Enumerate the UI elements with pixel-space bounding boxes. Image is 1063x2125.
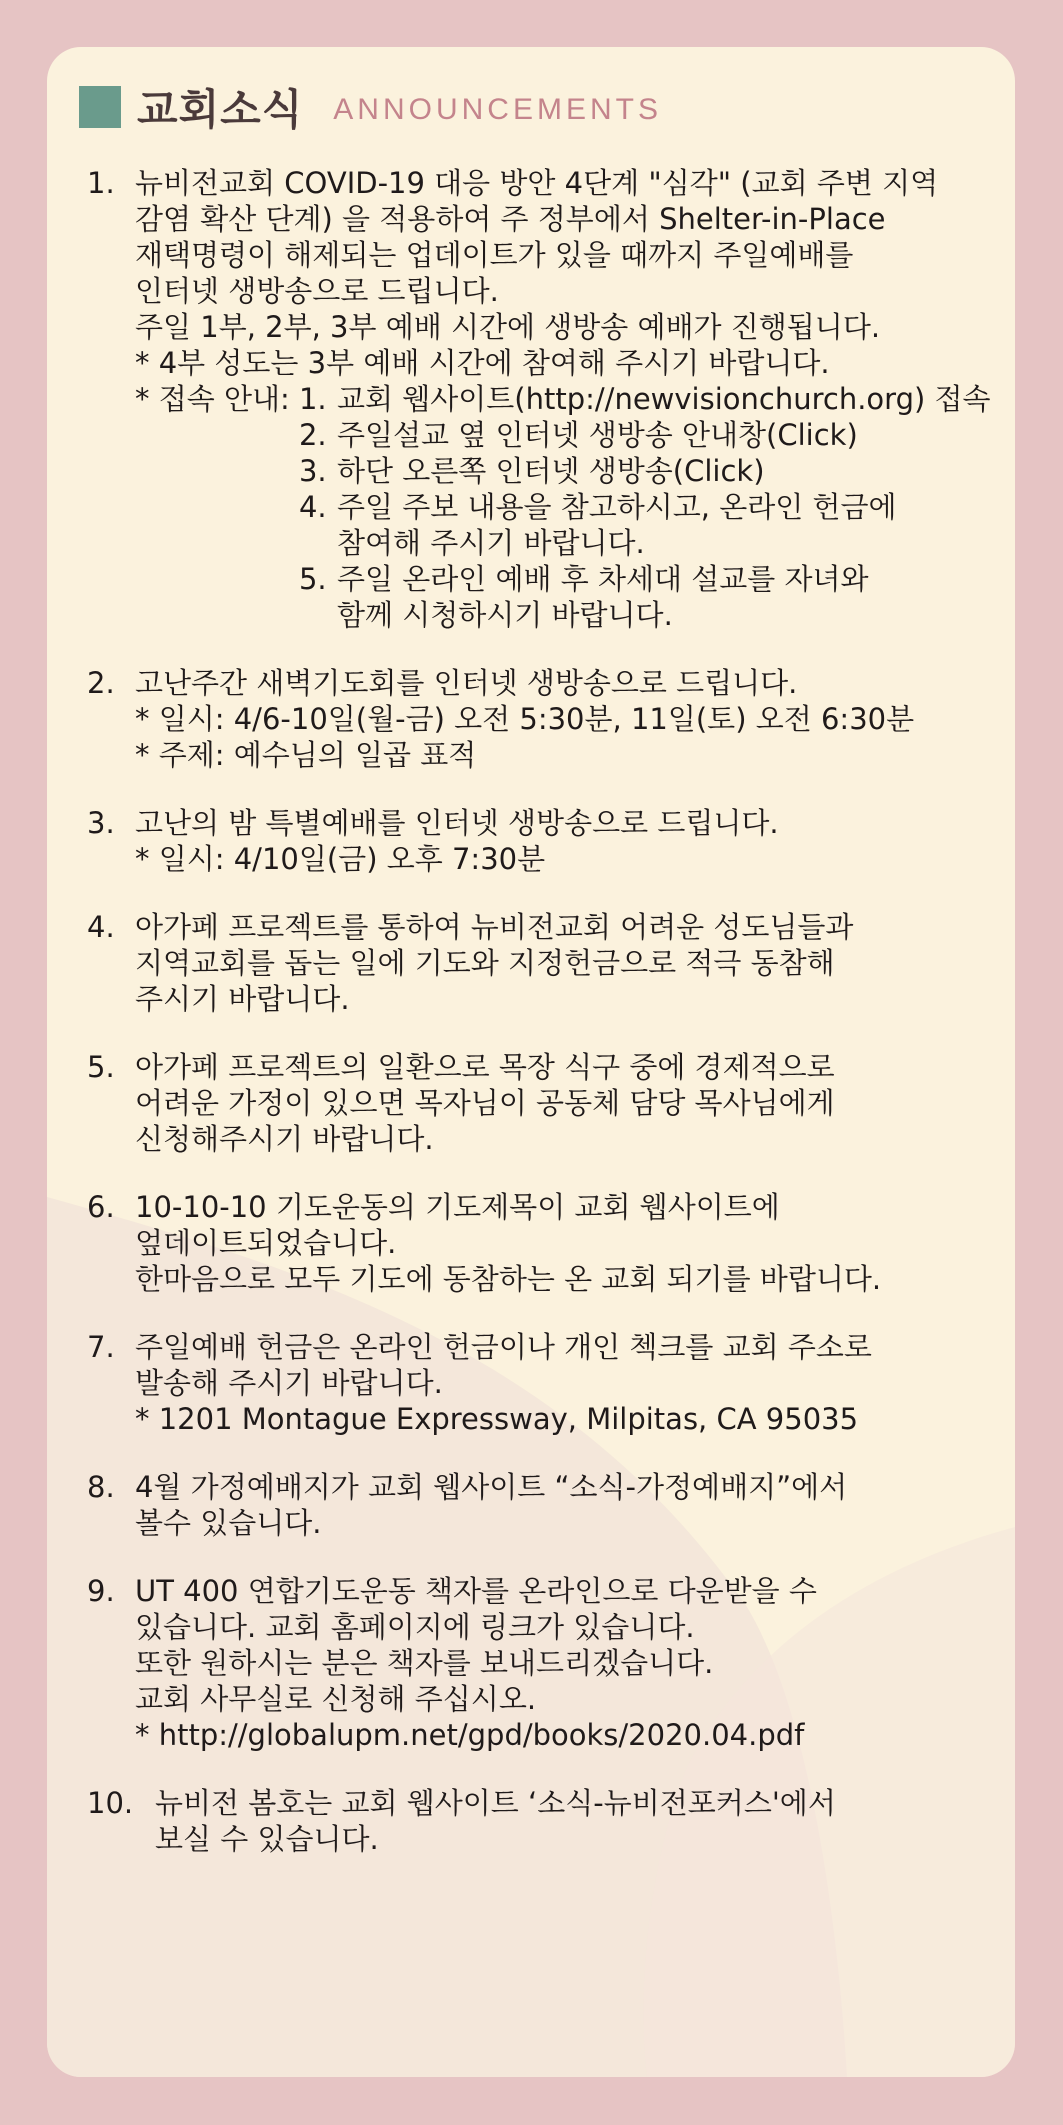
announcement-item-2 bbox=[87, 665, 1002, 773]
item-line: 뉴비전 봄호는 교회 웹사이트 ‘소식-뉴비전포커스'에서 bbox=[155, 1786, 836, 1820]
item-number: 8. bbox=[87, 1470, 115, 1504]
item-line: 볼수 있습니다. bbox=[135, 1506, 322, 1540]
item-number: 1. bbox=[87, 166, 115, 200]
item-line: 교회 사무실로 신청해 주십시오. bbox=[135, 1682, 537, 1716]
item-line: 고난주간 새벽기도회를 인터넷 생방송으로 드립니다. bbox=[135, 666, 798, 700]
item-line: 있습니다. 교회 홈페이지에 링크가 있습니다. bbox=[135, 1610, 695, 1644]
announcement-item-4 bbox=[87, 909, 1002, 1017]
title-korean: 교회소식 bbox=[137, 85, 304, 134]
guide-step-number: 3. bbox=[298, 454, 327, 488]
announcement-item-6 bbox=[87, 1189, 1002, 1297]
item-line: * 주제: 예수님의 일곱 표적 bbox=[135, 738, 477, 772]
guide-step-text: 주일설교 옆 인터넷 생방송 안내창(Click) bbox=[336, 418, 858, 452]
announcement-item-3 bbox=[87, 805, 1002, 877]
item-line: 또한 원하시는 분은 책자를 보내드리겠습니다. bbox=[135, 1646, 714, 1680]
guide-step-text: 참여해 주시기 바랍니다. bbox=[336, 526, 645, 560]
item-line: 지역교회를 돕는 일에 기도와 지정헌금으로 적극 동참해 bbox=[135, 946, 835, 980]
item-line: 주시기 바랍니다. bbox=[135, 982, 350, 1016]
item-line: 인터넷 생방송으로 드립니다. bbox=[135, 274, 499, 308]
guide-step bbox=[299, 453, 991, 489]
item-line: 보실 수 있습니다. bbox=[155, 1822, 379, 1856]
announcement-item-7 bbox=[87, 1329, 1002, 1437]
section-header bbox=[79, 77, 662, 137]
item-number: 10. bbox=[87, 1786, 134, 1820]
item-line: * 일시: 4/6-10일(월-금) 오전 5:30분, 11일(토) 오전 6:30분 bbox=[135, 702, 915, 736]
guide-step bbox=[299, 489, 991, 561]
item-number: 9. bbox=[87, 1574, 115, 1608]
announcement-item-8 bbox=[87, 1469, 1002, 1541]
item-line: 아가페 프로젝트의 일환으로 목장 식구 중에 경제적으로 bbox=[135, 1050, 835, 1084]
item-number: 2. bbox=[87, 666, 115, 700]
guide-step-text: 교회 웹사이트(http://newvisionchurch.org) 접속 bbox=[336, 382, 991, 416]
announcement-item-5 bbox=[87, 1049, 1002, 1157]
announcement-item-9 bbox=[87, 1573, 1002, 1753]
announcements-card bbox=[47, 47, 1015, 2077]
item-number: 6. bbox=[87, 1190, 115, 1224]
item-number: 3. bbox=[87, 806, 115, 840]
guide-step-number: 2. bbox=[298, 418, 327, 452]
item-line: * 1201 Montague Expressway, Milpitas, CA 95035 bbox=[135, 1402, 859, 1436]
item-line: 신청해주시기 바랍니다. bbox=[135, 1122, 434, 1156]
item-line: 아가페 프로젝트를 통하여 뉴비전교회 어려운 성도님들과 bbox=[135, 910, 854, 944]
item-line: 4월 가정예배지가 교회 웹사이트 “소식-가정예배지”에서 bbox=[135, 1470, 848, 1504]
item-line: * 4부 성도는 3부 예배 시간에 참여해 주시기 바랍니다. bbox=[135, 346, 830, 380]
announcement-list bbox=[87, 165, 1002, 1889]
item-line: 고난의 밤 특별예배를 인터넷 생방송으로 드립니다. bbox=[135, 806, 779, 840]
announcement-item-10 bbox=[87, 1785, 1002, 1857]
item-line: 뉴비전교회 COVID-19 대응 방안 4단계 "심각" (교회 주변 지역 bbox=[135, 166, 939, 200]
header-square-icon bbox=[79, 86, 121, 128]
access-guide-label: * 접속 안내: bbox=[135, 382, 299, 416]
title-english: ANNOUNCEMENTS bbox=[333, 93, 662, 126]
item-line: 재택명령이 해제되는 업데이트가 있을 때까지 주일예배를 bbox=[135, 238, 854, 272]
guide-step-text: 주일 온라인 예배 후 차세대 설교를 자녀와 bbox=[336, 562, 869, 596]
announcement-item-1 bbox=[87, 165, 1002, 633]
item-line: 주일예배 헌금은 온라인 헌금이나 개인 첵크를 교회 주소로 bbox=[135, 1330, 872, 1364]
guide-step bbox=[299, 561, 991, 633]
item-line: UT 400 연합기도운동 책자를 온라인으로 다운받을 수 bbox=[135, 1574, 817, 1608]
guide-step bbox=[299, 417, 991, 453]
item-line: 어려운 가정이 있으면 목자님이 공동체 담당 목사님에게 bbox=[135, 1086, 835, 1120]
access-guide bbox=[135, 381, 1002, 633]
item-number: 5. bbox=[87, 1050, 115, 1084]
item-line: 발송해 주시기 바랍니다. bbox=[135, 1366, 443, 1400]
guide-step bbox=[299, 381, 991, 417]
pdf-link-text: * http://globalupm.net/gpd/books/2020.04.pdf bbox=[135, 1718, 805, 1752]
item-line: 감염 확산 단계) 을 적용하여 주 정부에서 Shelter-in-Place bbox=[135, 202, 886, 236]
item-line: 주일 1부, 2부, 3부 예배 시간에 생방송 예배가 진행됩니다. bbox=[135, 310, 881, 344]
item-line: * 일시: 4/10일(금) 오후 7:30분 bbox=[135, 842, 546, 876]
item-number: 4. bbox=[87, 910, 115, 944]
access-guide-steps bbox=[299, 381, 991, 633]
item-line: 한마음으로 모두 기도에 동참하는 온 교회 되기를 바랍니다. bbox=[135, 1262, 882, 1296]
item-number: 7. bbox=[87, 1330, 115, 1364]
guide-step-text: 함께 시청하시기 바랍니다. bbox=[336, 598, 673, 632]
guide-step-text: 하단 오른쪽 인터넷 생방송(Click) bbox=[336, 454, 765, 488]
guide-step-text: 주일 주보 내용을 참고하시고, 온라인 헌금에 bbox=[336, 490, 897, 524]
guide-step-number: 5. bbox=[298, 562, 327, 596]
item-line: 엎데이트되었습니다. bbox=[135, 1226, 397, 1260]
guide-step-number: 1. bbox=[298, 382, 327, 416]
item-line: 10-10-10 기도운동의 기도제목이 교회 웹사이트에 bbox=[135, 1190, 780, 1224]
guide-step-number: 4. bbox=[298, 490, 327, 524]
